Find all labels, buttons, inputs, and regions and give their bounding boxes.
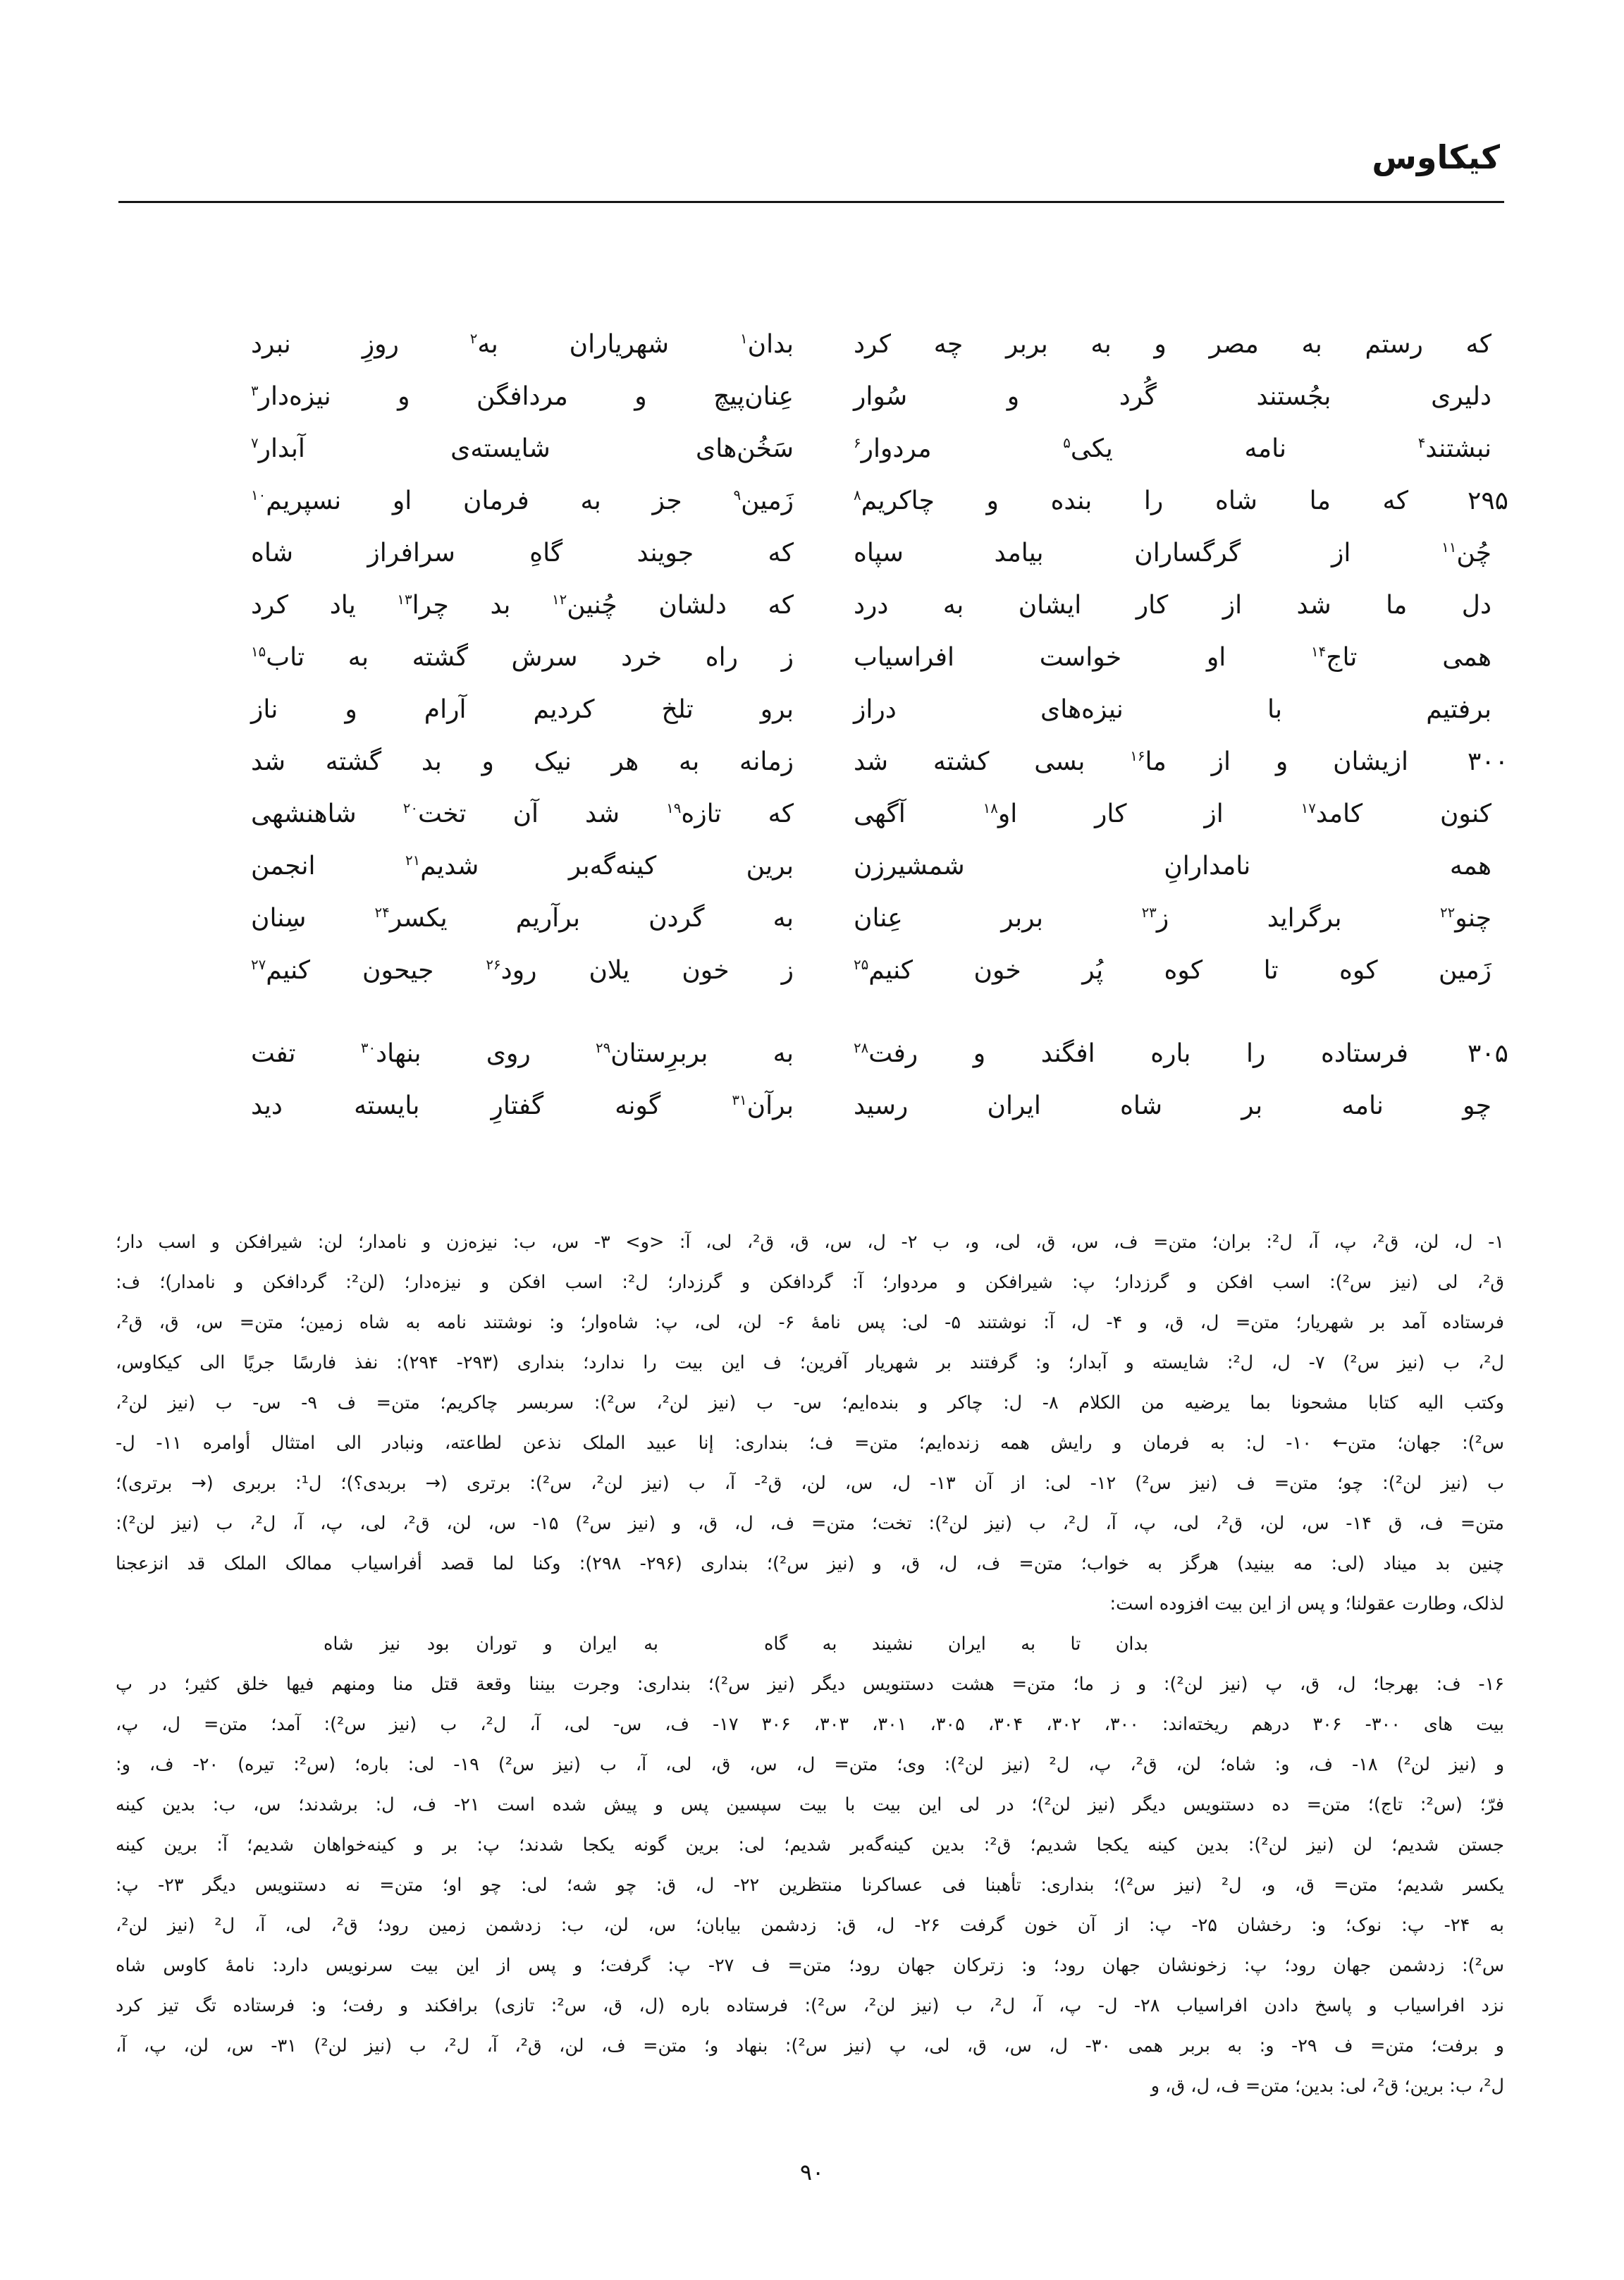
running-head-title: کیکاوس bbox=[1372, 138, 1500, 176]
column-gutter bbox=[794, 840, 854, 893]
verse-number: ۳۰۵ bbox=[1467, 1039, 1508, 1068]
apparatus-line: لذلک، وطارت عقولنا؛ و پس از این بیت افزوده است: bbox=[1109, 1593, 1504, 1614]
hemistich-second: سَخُن‌های شایسته‌ی آبدار$^۷$ bbox=[251, 434, 794, 463]
hemistich-first: فرستاده را باره افگند و رفت$^{۲۸}$ bbox=[854, 1039, 1408, 1068]
verse-row bbox=[116, 893, 1504, 945]
column-gutter bbox=[794, 1028, 854, 1080]
column-gutter bbox=[794, 893, 854, 945]
verse-row bbox=[116, 632, 1504, 684]
hemistich-second: به بربرِستان$^{۲۹}$ روی بنهاد$^{۳۰}$ تفت bbox=[251, 1039, 794, 1068]
hemistich-first: ازیشان و از ما$^{۱۶}$ بسی کشته شد bbox=[854, 747, 1409, 776]
apparatus-line: فرستاده آمد بر شهریار؛ متن= ل، ق، و ۴- ل، آ: نوشتند ۵- لی: پس نامهٔ ۶- لن، لی، پ: شاه‌وار؛ و: نوشتند نامه به شاه زمین؛ متن= س، ق، ق²، bbox=[116, 1312, 1504, 1333]
verse-row bbox=[116, 371, 1504, 423]
column-gutter bbox=[794, 788, 854, 840]
hemistich-first: دلیری بجُستند گُرد و سُوار bbox=[854, 382, 1491, 411]
verse-number: ۳۰۰ bbox=[1467, 747, 1508, 776]
column-gutter bbox=[794, 475, 854, 527]
poem-block bbox=[116, 319, 1508, 1132]
hemistich-first: چو نامه بر شاه ایران رسید bbox=[854, 1091, 1491, 1120]
column-gutter bbox=[794, 1080, 854, 1132]
hemistich-first: چنو$^{۲۲}$ برگراید ز$^{۲۳}$ بربر عِنان bbox=[854, 904, 1492, 933]
apparatus-line: س²): جهان؛ متن← ۱۰- ل: به فرمان و رایش همه زنده‌ایم؛ متن= ف؛ بنداری: إنا عبید الملک نذعن لطاعته، ونبادر الی امتثال أوامره ۱۱- ل- bbox=[116, 1433, 1504, 1454]
column-gutter bbox=[794, 319, 854, 371]
apparatus-quoted-verse bbox=[116, 1624, 1504, 1665]
hemistich-second: زمانه به هر نیک و بد گشته شد bbox=[251, 747, 794, 776]
apparatus-line: و (نیز لن²) ۱۸- ف، و: شاه؛ لن، ق²، پ، ل² (نیز لن²): وی؛ متن= ل، س، ق، لی، آ، ب (نیز س²) ۱۹- لی: باره؛ (س²: تیره) ۲۰- ف، و: bbox=[116, 1754, 1505, 1775]
apparatus-line: به ۲۴- پ: نوک؛ و: رخشان ۲۵- پ: از آن خون گرفت ۲۶- ل، ق: زدشمن بیابان؛ س، لن، ب: زدشمن زمین رود؛ ق²، لی، آ، ل² (نیز لن²، bbox=[116, 1915, 1504, 1936]
verse-row bbox=[116, 788, 1504, 840]
apparatus-verse-right: بدان تا به ایران نشیند به گاه bbox=[764, 1634, 1148, 1655]
hemistich-second: به گردن برآریم یکسر$^{۲۴}$ سِنان bbox=[251, 904, 794, 933]
apparatus-line: ل²، ب (نیز س²) ۷- ل، ل²: شایسته و آبدار؛ و: گرفتند بر شهریار آفرین؛ ف این بیت را ندارد؛ بنداری (۲۹۳- ۲۹۴): نفذ فارسًا جریًا الی کیکاوس، bbox=[116, 1352, 1505, 1373]
apparatus-line: جستن شدیم؛ لن (نیز لن²): بدین کینه یکجا شدیم؛ ق²: بدین کینه‌گه‌بر شدیم؛ لی: برین گونه یکجا شدند؛ پ: بر و کینه‌خواهان شدیم؛ آ: برین کینه bbox=[116, 1834, 1504, 1856]
hemistich-first: برفتیم با نیزه‌های دراز bbox=[854, 695, 1491, 724]
apparatus-line: ل²، ب: برین؛ ق²، لی: بدین؛ متن= ف، ل، ق، و bbox=[1150, 2076, 1504, 2097]
hemistich-second: ز خون یلان رود$^{۲۶}$ جیحون کنیم$^{۲۷}$ bbox=[251, 956, 794, 985]
hemistich-second: عِنان‌پیچ و مردافگن و نیزه‌دار$^۳$ bbox=[251, 382, 794, 411]
verse-row bbox=[116, 527, 1504, 580]
verse-row bbox=[116, 475, 1508, 527]
hemistich-second: برو تلخ کردیم آرام و ناز bbox=[251, 695, 794, 724]
column-gutter bbox=[794, 423, 854, 475]
verse-row bbox=[116, 1028, 1508, 1080]
verse-number: ۲۹۵ bbox=[1467, 486, 1508, 515]
verse-row bbox=[116, 684, 1504, 736]
apparatus-line: ق²، لی (نیز س²): اسب افکن و گرزدار؛ پ: شیرافکن و مردوار؛ آ: گردافکن و گرزدار؛ ل²: اسب افکن و نیزه‌دار؛ (لن²: گردافکن و نامدار)؛ ف: bbox=[116, 1272, 1504, 1293]
apparatus-line: چنین بد میناد (لی: مه بینید) هرگز به خواب؛ متن= ف، ل، ق، و (نیز س²)؛ بنداری (۲۹۶- ۲۹۸): وکنا لما قصد أفراسیاب ممالک الملک قد انزعجنا bbox=[116, 1553, 1505, 1574]
verse-row bbox=[116, 1080, 1504, 1132]
column-gutter bbox=[794, 736, 854, 788]
critical-apparatus bbox=[116, 1222, 1504, 2107]
hemistich-second: زَمین$^۹$ جز به فرمان او نسپریم$^{۱۰}$ bbox=[251, 486, 794, 515]
hemistich-first: همه نامدارانِ شمشیرزن bbox=[854, 852, 1491, 881]
hemistich-second: برین کینه‌گه‌بر شدیم$^{۲۱}$ انجمن bbox=[251, 852, 794, 881]
column-gutter bbox=[794, 684, 854, 736]
hemistich-first: نبشتند$^۴$ نامه یکی$^۵$ مردوار$^۶$ bbox=[854, 434, 1491, 463]
column-gutter bbox=[794, 580, 854, 632]
apparatus-line: وکتب الیه کتابا مشحونا بما یرضیه من الکلام ۸- ل: چاکر و بنده‌ایم؛ س- ب (نیز لن²، س²): سربسر چاکریم؛ متن= ف ۹- س- ب (نیز لن²، bbox=[116, 1392, 1504, 1414]
apparatus-line: ب (نیز لن²): چو؛ متن= ف (نیز س²) ۱۲- لی: از آن ۱۳- ل، س، لن، ق²- آ، ب (نیز لن²، س²): برتری (→ بربدی؟)؛ ل¹: بربری (→ برتری)؛ bbox=[116, 1473, 1504, 1494]
hemistich-second: بدان$^۱$ شهریاران به$^۲$ روزِ نبرد bbox=[251, 330, 794, 359]
page-number: ۹۰ bbox=[799, 2159, 825, 2186]
header-rule bbox=[118, 201, 1504, 203]
hemistich-second: که جویند گاهِ سرافراز شاه bbox=[251, 539, 794, 568]
apparatus-line: نزد افراسیاب و پاسخ دادن افراسیاب ۲۸- ل- پ، آ، ل²، ب (نیز لن²، س²): فرستاده باره (ل، ق، س²: تازی) برافکند و رفت؛ و: فرستاده تگ تیز کرد bbox=[116, 1995, 1505, 2016]
verse-row bbox=[116, 319, 1504, 371]
hemistich-first: چُن$^{۱۱}$ از گرگساران بیامد سپاه bbox=[854, 539, 1491, 568]
hemistich-second: که تازه$^{۱۹}$ شد آن تخت$^{۲۰}$ شاهنشهی bbox=[251, 799, 794, 828]
hemistich-second: ز راه خرد سرش گشته به تاب$^{۱۵}$ bbox=[251, 643, 794, 672]
apparatus-line: س²): زدشمن جهان رود؛ پ: زخونشان جهان رود؛ و: زترکان جهان رود؛ متن= ف ۲۷- پ: گرفت؛ و پس از این بیت سرنویس دارد: نامهٔ کاوس شاه bbox=[116, 1955, 1505, 1976]
hemistich-first: همی تاج$^{۱۴}$ او خواست افراسیاب bbox=[854, 643, 1491, 672]
column-gutter bbox=[794, 945, 854, 997]
verse-row bbox=[116, 945, 1504, 997]
hemistich-second: برآن$^{۳۱}$ گونه گفتارِ بایسته دید bbox=[251, 1091, 794, 1120]
column-gutter bbox=[794, 632, 854, 684]
verse-row bbox=[116, 840, 1504, 893]
apparatus-verse-left: به ایران و توران بود نیز شاه bbox=[324, 1634, 658, 1655]
hemistich-first: دل ما شد از کار ایشان به درد bbox=[854, 591, 1491, 620]
hemistich-first: که ما شاه را بنده و چاکریم$^۸$ bbox=[854, 486, 1408, 515]
apparatus-line: بیت های ۳۰۰- ۳۰۶ درهم ریخته‌اند: ۳۰۰، ۳۰۲، ۳۰۴، ۳۰۵، ۳۰۱، ۳۰۳، ۳۰۶ ۱۷- ف، س- لی، آ، ل²، ب (نیز س²): آمد؛ متن= ل، پ، bbox=[116, 1714, 1504, 1735]
apparatus-line: و برفت؛ متن= ف ۲۹- و: به بربر همی ۳۰- ل، س، ق، لی، پ (نیز س²): بنهاد و؛ متن= ف، لن، ق²، آ، ل²، ب (نیز لن²) ۳۱- س، لن، پ، آ، bbox=[116, 2035, 1504, 2057]
hemistich-first: زَمین کوه تا کوه پُر خون کنیم$^{۲۵}$ bbox=[854, 956, 1491, 985]
apparatus-line: متن= ف، ق ۱۴- س، لن، ق²، لی، پ، آ، ل²، ب (نیز لن²): تخت؛ متن= ف، ل، ق، و (نیز س²) ۱۵- س، لن، ق²، لی، پ، آ، ل²، ب (نیز لن²): bbox=[116, 1513, 1504, 1534]
column-gutter bbox=[794, 527, 854, 580]
verse-row bbox=[116, 736, 1508, 788]
apparatus-line: ۱۶- ف: بهرجا؛ ل، ق، پ (نیز لن²): و ز ما؛ متن= هشت دستنویس دیگر (نیز س²)؛ بنداری: وجرت بیننا وقعة قتل منا ومنهم فیها خلق کثیر؛ در پ bbox=[116, 1674, 1504, 1695]
apparatus-line: ۱- ل، لن، ق²، پ، آ، ل²: بران؛ متن= ف، س، ق، لی، و، ب ۲- ل، س، ق، ق²، لی، آ: <و> ۳- س، ب: نیزه‌زن و نامدار؛ لن: شیرافکن و اسب دار؛ bbox=[116, 1232, 1504, 1253]
apparatus-line: یکسر شدیم؛ متن= ق، و، ل² (نیز س²)؛ بنداری: تأهبنا فی عساکرنا منتظرین ۲۲- ل، ق: چو شه؛ لی: چو او؛ متن= نه دستنویس دیگر ۲۳- پ: bbox=[116, 1875, 1505, 1896]
hemistich-second: که دلشان چُنین$^{۱۲}$ بد چرا$^{۱۳}$ یاد کرد bbox=[251, 591, 794, 620]
hemistich-first: که رستم به مصر و به بربر چه کرد bbox=[854, 330, 1491, 359]
apparatus-verse-gap bbox=[658, 1624, 764, 1665]
verse-row bbox=[116, 423, 1504, 475]
verse-row bbox=[116, 580, 1504, 632]
hemistich-first: کنون کامد$^{۱۷}$ از کار او$^{۱۸}$ آگهی bbox=[854, 799, 1491, 828]
column-gutter bbox=[794, 371, 854, 423]
apparatus-line: فرّ؛ (س²: تاج)؛ متن= ده دستنویس دیگر (نیز لن²)؛ در لی این بیت با بیت سپسین پس و پیش شده است ۲۱- ف، ل: برشدند؛ س، ب: بدین کینه bbox=[116, 1794, 1504, 1815]
